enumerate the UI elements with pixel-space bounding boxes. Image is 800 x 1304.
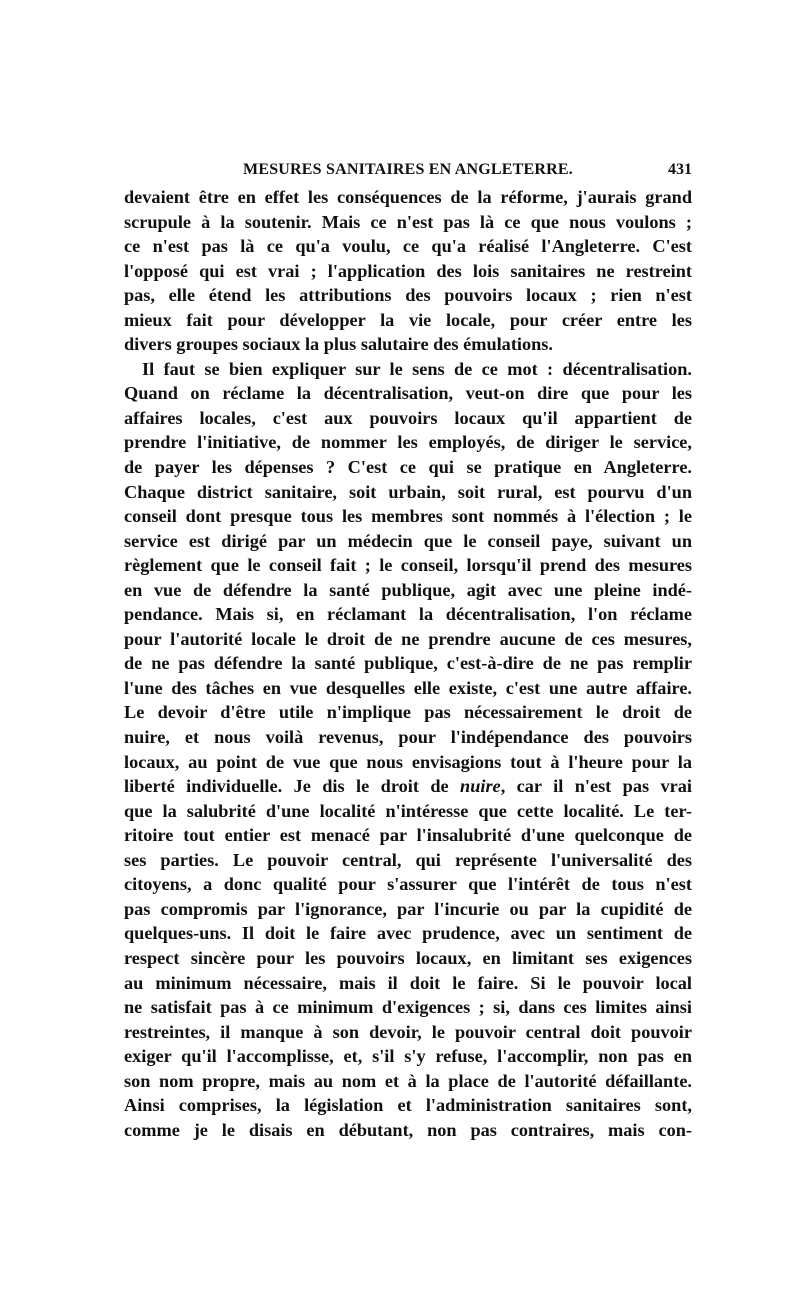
text-line: quelques-uns. Il doit le faire avec prudence, avec un sentiment de (124, 923, 692, 944)
text-line: en vue de défendre la santé publique, agit avec une pleine indé- (124, 579, 692, 600)
text-line: scrupule à la soutenir. Mais ce n'est pas là ce que nous voulons ; (124, 211, 692, 232)
text-line: pendance. Mais si, en réclamant la décentralisation, l'on réclame (124, 604, 692, 625)
text-line: locaux, au point de vue que nous envisagions tout à l'heure pour la (124, 751, 692, 772)
text-line: pour l'autorité locale le droit de ne prendre aucune de ces mesures, (124, 628, 692, 649)
text-line: Quand on réclame la décentralisation, veut-on dire que pour les (124, 383, 692, 404)
text-line: nuire, et nous voilà revenus, pour l'indépendance des pouvoirs (124, 727, 692, 748)
text-line: de payer les dépenses ? C'est ce qui se pratique en Angleterre. (124, 457, 692, 478)
text-line: citoyens, a donc qualité pour s'assurer que l'intérêt de tous n'est (124, 874, 692, 895)
text-segment: , car il n'est pas vrai (500, 776, 692, 797)
text-line: prendre l'initiative, de nommer les employés, de diriger le service, (124, 432, 692, 453)
text-line: Le devoir d'être utile n'implique pas nécessairement le droit de (124, 702, 692, 723)
text-line: de ne pas défendre la santé publique, c'est-à-dire de ne pas remplir (124, 653, 692, 674)
text-line: l'une des tâches en vue desquelles elle existe, c'est une autre affaire. (124, 677, 692, 698)
text-line: Ainsi comprises, la législation et l'administration sanitaires sont, (124, 1095, 692, 1116)
text-line: ses parties. Le pouvoir central, qui représente l'universalité des (124, 849, 692, 870)
text-line: exiger qu'il l'accomplisse, et, s'il s'y refuse, l'accomplir, non pas en (124, 1046, 692, 1067)
text-line: Chaque district sanitaire, soit urbain, soit rural, est pourvu d'un (124, 481, 692, 502)
text-line: comme je le disais en débutant, non pas contraires, mais con- (124, 1119, 692, 1140)
page-number: 431 (668, 161, 692, 178)
text-line: ne satisfait pas à ce minimum d'exigences ; si, dans ces limites ainsi (124, 997, 692, 1018)
text-line: affaires locales, c'est aux pouvoirs locaux qu'il appartient de (124, 407, 692, 428)
body-text (124, 185, 692, 1142)
running-title: MESURES SANITAIRES EN ANGLETERRE. (243, 161, 573, 178)
text-line: pas compromis par l'ignorance, par l'incurie ou par la cupidité de (124, 898, 692, 919)
text-line-with-emphasis (124, 774, 692, 799)
running-header (124, 158, 692, 182)
text-line: pas, elle étend les attributions des pouvoirs locaux ; rien n'est (124, 285, 692, 306)
text-line: devaient être en effet les conséquences de la réforme, j'aurais grand (124, 187, 692, 207)
text-line: restreintes, il manque à son devoir, le pouvoir central doit pouvoir (124, 1021, 692, 1042)
text-line: service est dirigé par un médecin que le conseil paye, suivant un (124, 530, 692, 551)
text-line: conseil dont presque tous les membres sont nommés à l'élection ; le (124, 506, 692, 527)
text-line: l'opposé qui est vrai ; l'application des lois sanitaires ne restreint (124, 260, 692, 281)
paragraph-start-line: Il faut se bien expliquer sur le sens de ce mot : décentralisation. (142, 358, 692, 379)
text-line: que la salubrité d'une localité n'intéresse que cette localité. Le ter- (124, 800, 692, 821)
text-segment: liberté individuelle. Je dis le droit de (124, 776, 461, 797)
text-line: mieux fait pour développer la vie locale, pour créer entre les (124, 309, 692, 330)
text-line: ce n'est pas là ce qu'a voulu, ce qu'a réalisé l'Angleterre. C'est (124, 236, 692, 257)
text-line: au minimum nécessaire, mais il doit le faire. Si le pouvoir local (124, 972, 692, 993)
italic-emphasis: nuire (460, 776, 501, 797)
paragraph-end-line: divers groupes sociaux la plus salutaire des émulations. (124, 334, 553, 355)
text-line: ritoire tout entier est menacé par l'insalubrité d'une quelconque de (124, 825, 692, 846)
text-line: son nom propre, mais au nom et à la place de l'autorité défaillante. (124, 1070, 692, 1091)
text-line: respect sincère pour les pouvoirs locaux, en limitant ses exigences (124, 947, 692, 968)
text-line: règlement que le conseil fait ; le conseil, lorsqu'il prend des mesures (124, 555, 692, 576)
